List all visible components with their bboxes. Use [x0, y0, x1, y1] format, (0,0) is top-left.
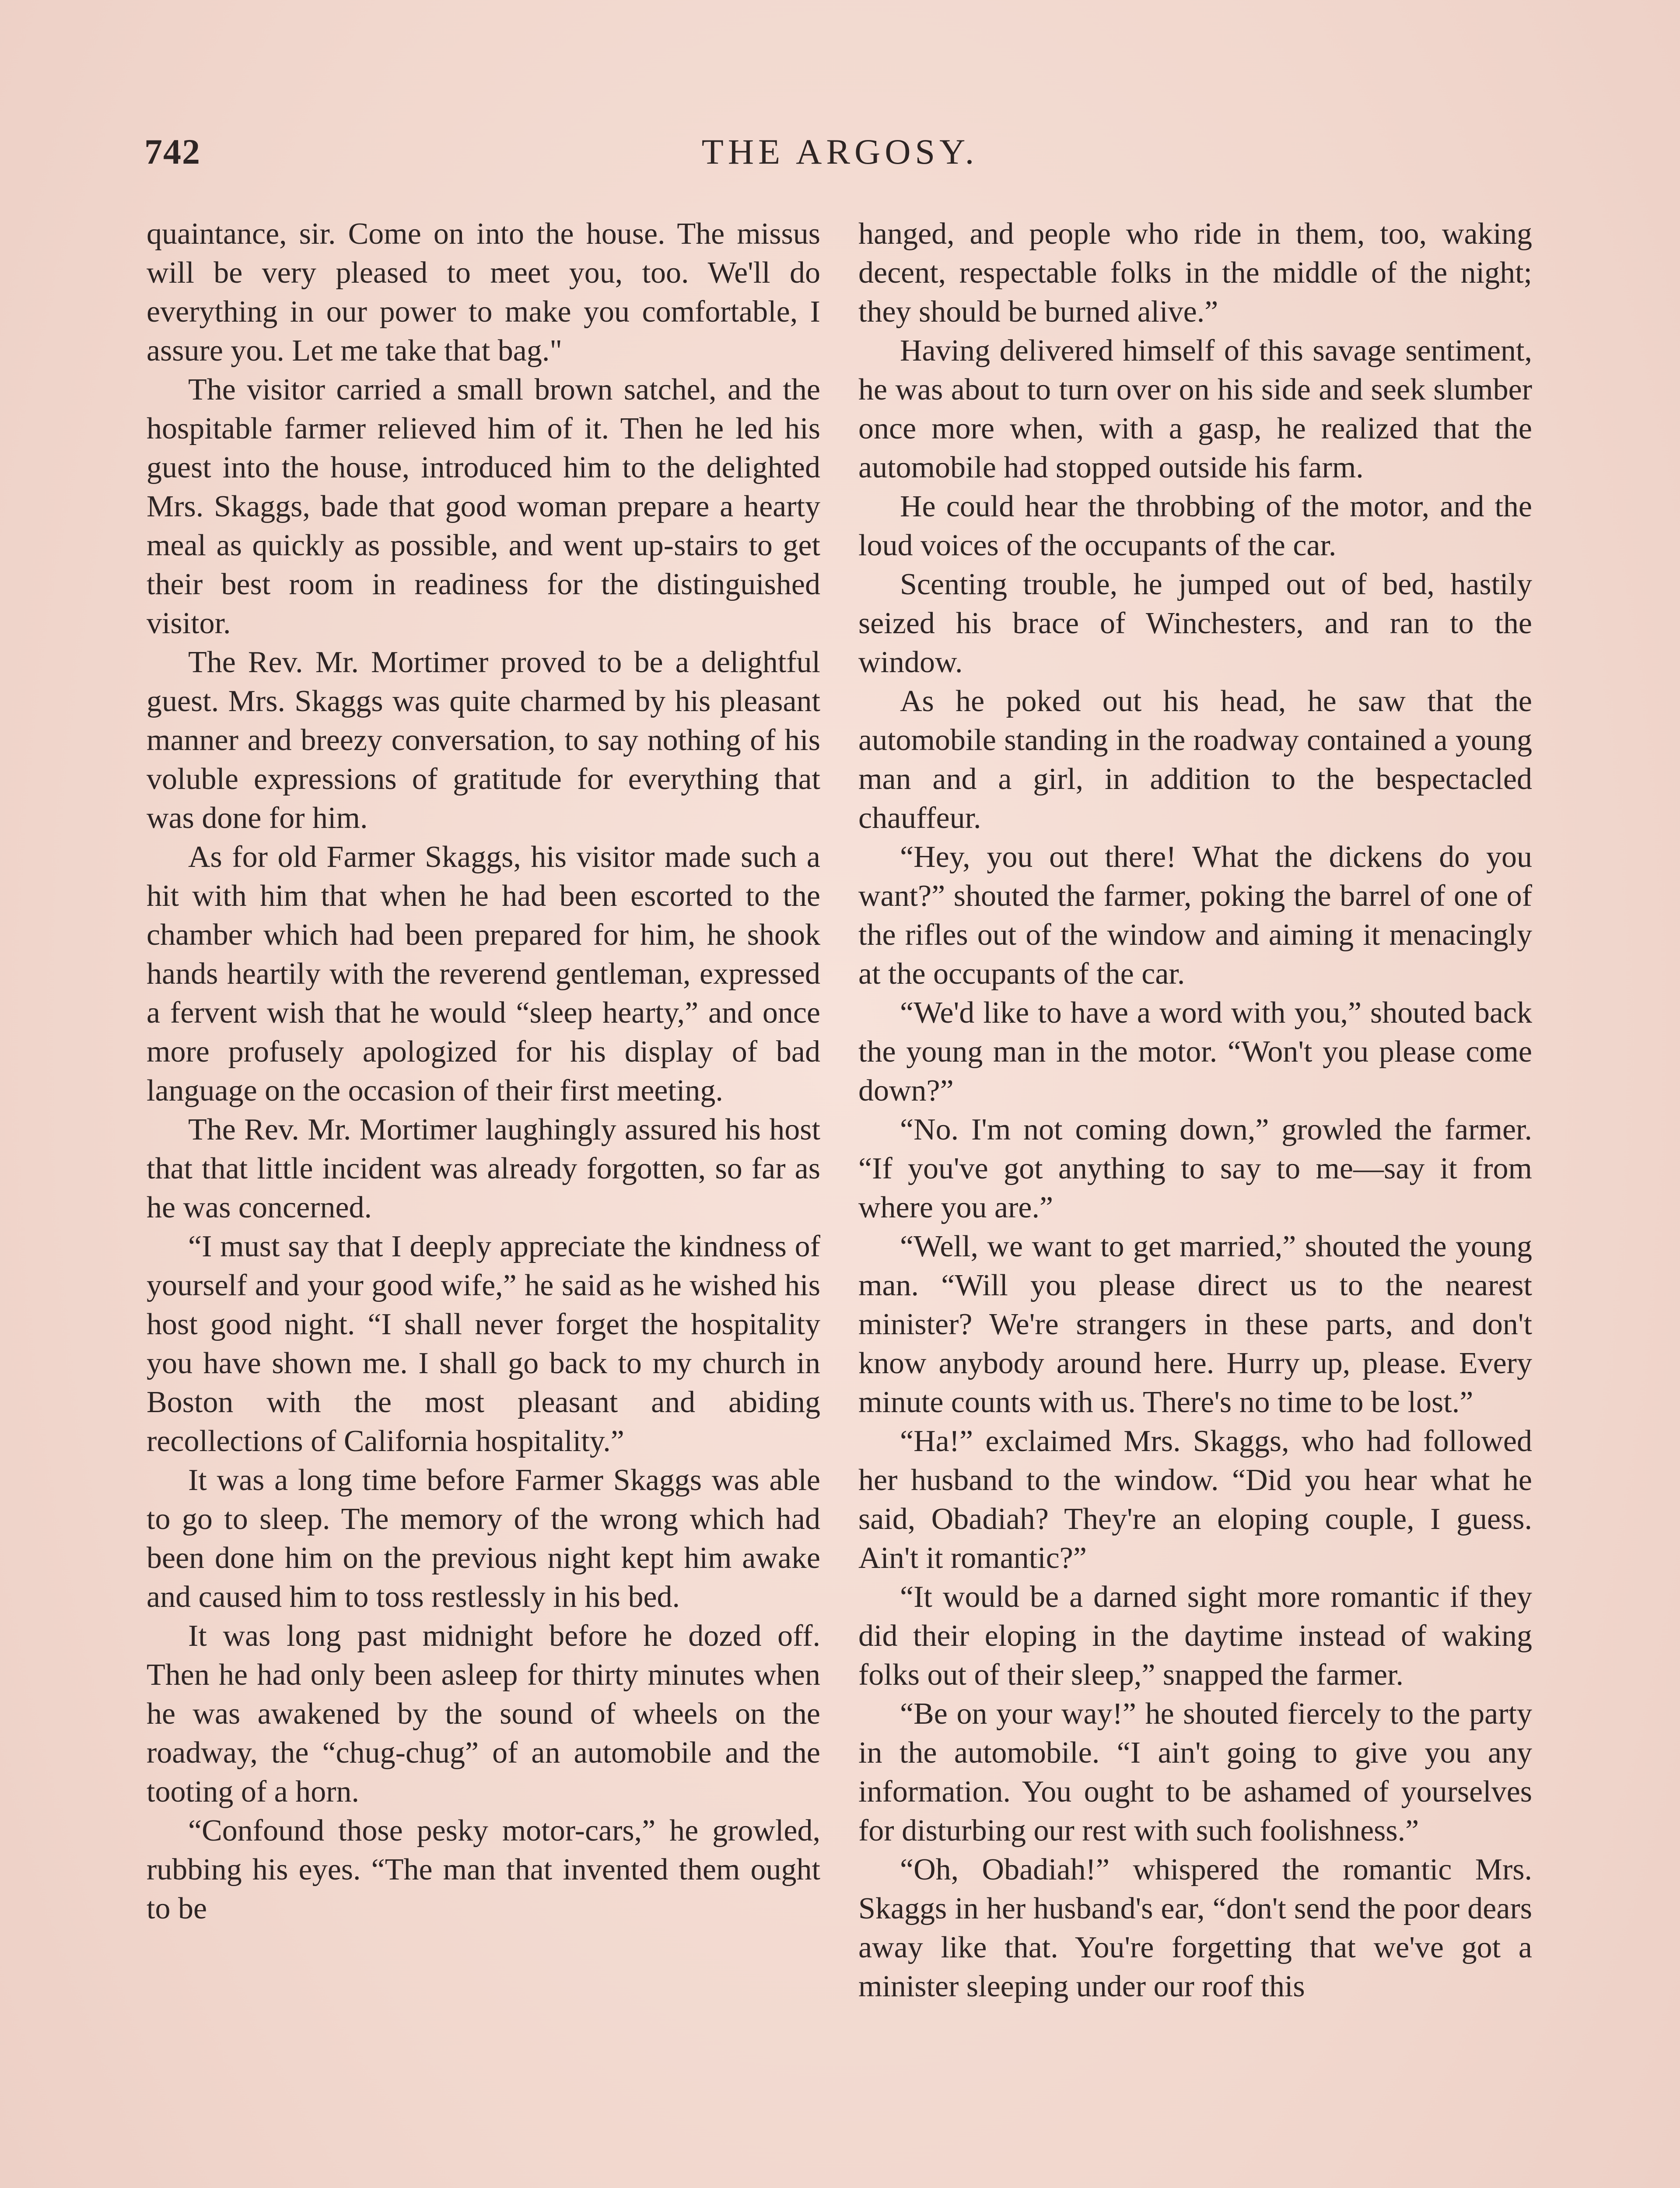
paragraph: “Hey, you out there! What the dickens do you want?” shouted the farmer, poking the barrel of one of the rifles out of the window and aiming it menacingly at the occupants of the car.	[858, 840, 1532, 991]
paragraph: “I must say that I deeply appreciate the kindness of yourself and your good wife,” he said as he wished his host good night. “I shall never forget the hospitality you have shown me. I shall go back to my church in Boston with the most pleasant and abiding recollections of California hospitality.”	[147, 1230, 820, 1458]
paragraph: He could hear the throbbing of the motor, and the loud voices of the occupants of the car.	[858, 490, 1532, 562]
paragraph: “Well, we want to get married,” shouted the young man. “Will you please direct us to the nearest minister? We're strangers in these parts, and don't know anybody around here. Hurry up, please. Every minute counts with us. There's no time to be lost.”	[858, 1230, 1532, 1419]
paragraph: “Be on your way!” he shouted fiercely to the party in the automobile. “I ain't going to give you any information. You ought to be ashamed of yourselves for disturbing our rest with such foolishness.”	[858, 1697, 1532, 1848]
paragraph: “It would be a darned sight more romantic if they did their eloping in the daytime instead of waking folks out of their sleep,” snapped the farmer.	[858, 1580, 1532, 1692]
paragraph: The visitor carried a small brown satchel, and the hospitable farmer relieved him of it. Then he led his guest into the house, introduced him to the delighted Mrs. Skaggs, bade that good woman prepare a hearty meal as quickly as possible, and went up-stairs to get their best room in readiness for the distinguished visitor.	[147, 373, 820, 640]
page-number: 742	[144, 132, 201, 172]
paragraph: The Rev. Mr. Mortimer proved to be a delightful guest. Mrs. Skaggs was quite charmed by his pleasant manner and breezy conversation, to say nothing of his voluble expressions of gratitude for everything that was done for him.	[147, 645, 820, 835]
paragraph: As he poked out his head, he saw that the automobile standing in the roadway contained a young man and a girl, in addition to the bespectacled chauffeur.	[858, 684, 1532, 835]
running-title: THE ARGOSY.	[701, 132, 979, 172]
paragraph: “We'd like to have a word with you,” shouted back the young man in the motor. “Won't you please come down?”	[858, 996, 1532, 1108]
paragraph: hanged, and people who ride in them, too, waking decent, respectable folks in the middle of the night; they should be burned alive.”	[858, 217, 1532, 329]
right-column	[858, 214, 1532, 2006]
left-column	[147, 214, 820, 1928]
paragraph: Scenting trouble, he jumped out of bed, hastily seized his brace of Winchesters, and ran to the window.	[858, 568, 1532, 679]
paragraph: “Ha!” exclaimed Mrs. Skaggs, who had followed her husband to the window. “Did you hear what he said, Obadiah? They're an eloping couple, I guess. Ain't it romantic?”	[858, 1424, 1532, 1575]
paragraph: It was a long time before Farmer Skaggs was able to go to sleep. The memory of the wrong which had been done him on the previous night kept him awake and caused him to toss restlessly in his bed.	[147, 1463, 820, 1614]
paragraph: “Confound those pesky motor-cars,” he growled, rubbing his eyes. “The man that invented them ought to be	[147, 1814, 820, 1925]
paragraph: quaintance, sir. Come on into the house. The missus will be very pleased to meet you, too. We'll do everything in our power to make you comfortable, I assure you. Let me take that bag."	[147, 217, 820, 368]
paragraph: It was long past midnight before he dozed off. Then he had only been asleep for thirty minutes when he was awakened by the sound of wheels on the roadway, the “chug-chug” of an automobile and the tooting of a horn.	[147, 1619, 820, 1809]
paragraph: The Rev. Mr. Mortimer laughingly assured his host that that little incident was already forgotten, so far as he was concerned.	[147, 1113, 820, 1224]
paragraph: As for old Farmer Skaggs, his visitor made such a hit with him that when he had been escorted to the chamber which had been prepared for him, he shook hands heartily with the reverend gentleman, expressed a fervent wish that he would “sleep hearty,” and once more profusely apologized for his display of bad language on the occasion of their first meeting.	[147, 840, 820, 1108]
paragraph: Having delivered himself of this savage sentiment, he was about to turn over on his side and seek slumber once more when, with a gasp, he realized that the automobile had stopped outside his farm.	[858, 334, 1532, 484]
page-header	[144, 131, 1536, 184]
paragraph: “No. I'm not coming down,” growled the farmer. “If you've got anything to say to me—say it from where you are.”	[858, 1113, 1532, 1224]
paragraph: “Oh, Obadiah!” whispered the romantic Mrs. Skaggs in her husband's ear, “don't send the poor dears away like that. You're forgetting that we've got a minister sleeping under our roof this	[858, 1853, 1532, 2003]
